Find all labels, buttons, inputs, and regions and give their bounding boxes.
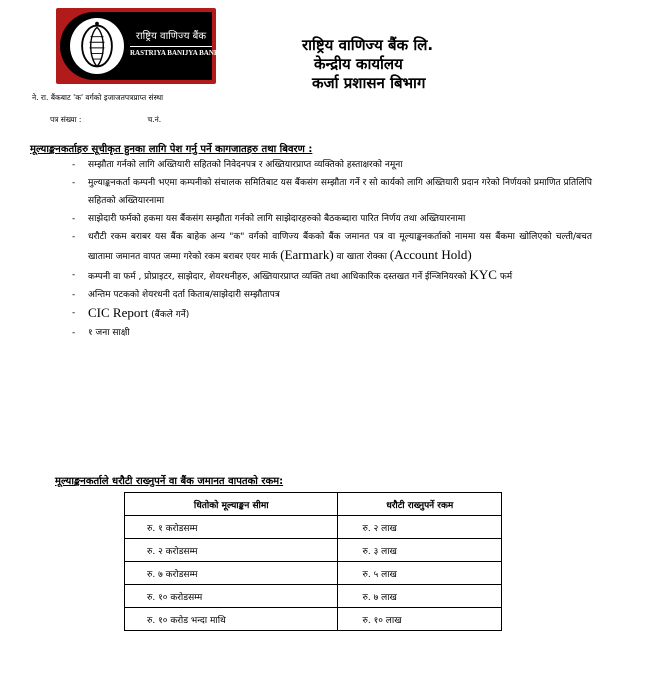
conch-shell-icon: [68, 16, 126, 76]
table-row: [125, 562, 502, 585]
documents-heading: मूल्याङ्कनकर्ताहरु सूचीकृत हुनका लागि पेश गर्नु पर्ने कागजातहरु तथा बिवरण :: [30, 144, 313, 155]
list-item: - धरौटी रकम बराबर यस बैंक बाहेक अन्य "क" वर्गको वाणिज्य बैंकको बैंक जमानत पत्र वा मूल्याङ्कनकर्ताको नाममा यस बैंकमा खोलिएको चल्ती/बचत खातामा जमानत वापत जम्मा गरेको रकम बराबर एयर मार्क (Earmark) वा खाता रोक्का (Account Hold): [72, 228, 592, 266]
logo-name-en: RASTRIYA BANIJYA BANK: [130, 46, 212, 59]
letter-number-label: पत्र संख्या :: [50, 115, 82, 124]
table-cell: रु. १० करोड भन्दा माथि: [125, 608, 338, 631]
table-cell: रु. २ करोडसम्म: [125, 539, 338, 562]
table-cell: रु. १० लाख: [338, 608, 502, 631]
table-row: [125, 516, 502, 539]
table-cell: रु. ७ करोडसम्म: [125, 562, 338, 585]
table-row: [125, 608, 502, 631]
list-item: - साझेदारी फर्मको हकमा यस बैंकसंग सम्झौता गर्नको लागि साझेदारहरुको बैठकब्दारा पारित निर्णय तथा अख्तियारनामा: [72, 210, 592, 228]
list-item: - कम्पनी वा फर्म , प्रोप्राइटर, साझेदार, शेयरधनीहरु, अख्तियारप्राप्त व्यक्ति तथा आधिकारिक दस्तखत गर्ने ईन्जिनियरको KYC फर्म: [72, 266, 592, 286]
table-cell: रु. ३ लाख: [338, 539, 502, 562]
table-row: [125, 539, 502, 562]
reference-line: [50, 115, 161, 125]
table-cell: रु. २ लाख: [338, 516, 502, 539]
list-item: - १ जना साक्षी: [72, 324, 592, 342]
table-header-row: [125, 493, 502, 516]
documents-list: [72, 156, 592, 342]
list-item: - CIC Report (बैंकले गर्ने): [72, 304, 592, 324]
bank-logo: [56, 8, 220, 84]
list-item: - मुल्याङ्कनकर्ता कम्पनी भएमा कम्पनीको संचालक समितिबाट यस बैंकसंग सम्झौता गर्ने र सो कार्यको लागि अख्तियारी प्रदान गरेको निर्णयको प्रमाणित प्रतिलिपि सहितको अख्तियारनामा: [72, 174, 592, 210]
license-note: ने. रा. बैंकबाट 'क' वर्गको इजाजतपत्रप्राप्त संस्था: [32, 93, 164, 102]
bank-name: राष्ट्रिय वाणिज्य बैंक लि.: [302, 36, 434, 54]
department-name: कर्जा प्रशासन बिभाग: [312, 74, 426, 92]
letterhead-title: [292, 36, 472, 93]
table-cell: रु. ७ लाख: [338, 585, 502, 608]
list-item: - अन्तिम पटकको शेयरधनी दर्ता किताब/साझेदारी सम्झौतापत्र: [72, 286, 592, 304]
deposit-table: [124, 492, 502, 631]
list-item: - सम्झौता गर्नको लागि अख्तियारी सहितको निवेदनपत्र र अख्तियारप्राप्त व्यक्तिको हस्ताक्षरको नमूना: [72, 156, 592, 174]
dispatch-number-label: च.नं.: [147, 115, 162, 124]
table-cell: रु. १० करोडसम्म: [125, 585, 338, 608]
table-cell: रु. ५ लाख: [338, 562, 502, 585]
logo-text: [130, 30, 220, 59]
column-header: धरौटी राख्नुपर्ने रकम: [338, 493, 502, 516]
logo-background: [60, 12, 220, 80]
table-cell: रु. १ करोडसम्म: [125, 516, 338, 539]
office-name: केन्द्रीय कार्यालय: [314, 55, 403, 73]
deposit-heading: मूल्याङ्कनकर्ताले धरौटी राख्नुपर्ने वा बैंक जमानत वापतको रकम:: [55, 476, 284, 487]
logo-name-np: राष्ट्रिय वाणिज्य बैंक: [135, 31, 207, 42]
table-row: [125, 585, 502, 608]
column-header: धितोको मूल्याङ्कन सीमा: [125, 493, 338, 516]
